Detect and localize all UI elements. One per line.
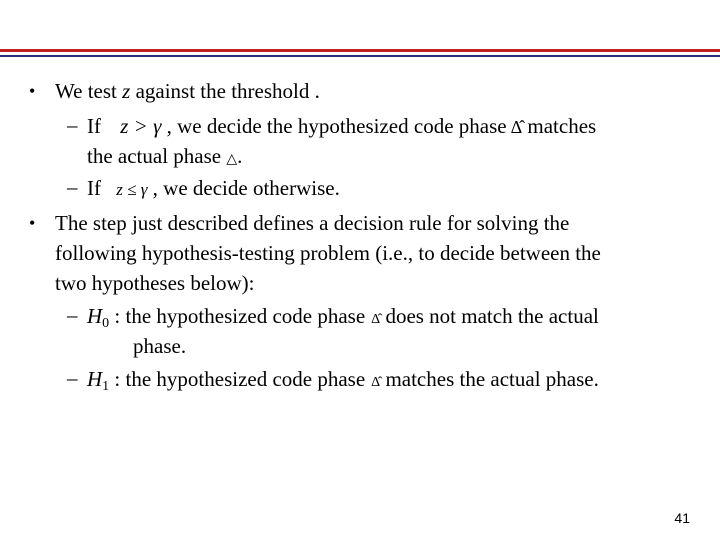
page-number: 41 — [674, 510, 690, 526]
condition-z-le-gamma: z ≤ γ — [116, 180, 148, 199]
condition-z-gt-gamma: z > γ — [120, 114, 162, 138]
text-run: : the hypothesized code phase — [109, 304, 366, 328]
bullet-2-line-2: following hypothesis-testing problem (i.e., to decide between the — [55, 241, 601, 265]
h0-line-2: phase. — [133, 334, 187, 358]
sub-dash: – — [67, 113, 78, 137]
if-label: If — [87, 114, 101, 138]
z-variable: z — [122, 79, 131, 103]
delta-symbol: △ — [226, 152, 238, 167]
bullet-dot: • — [29, 81, 36, 101]
text-run: matches the actual phase. — [380, 367, 599, 391]
text-run: , we decide the hypothesized code phase — [161, 114, 507, 138]
text-run: , we decide otherwise. — [147, 176, 340, 200]
bullet-2-line-3: two hypotheses below): — [55, 271, 255, 295]
delta-hat-symbol: Δ̂ — [510, 117, 523, 137]
if-label: If — [87, 176, 101, 200]
h1-subscript: 1 — [102, 379, 110, 394]
sub-dash: – — [67, 175, 78, 199]
sub-1-line-1 — [87, 113, 596, 139]
sub-1-line-2 — [87, 143, 242, 173]
h0-symbol: H — [87, 304, 103, 328]
text-run: We test — [55, 79, 123, 103]
bullet-1-text — [55, 78, 320, 104]
sub-2-line — [87, 175, 340, 203]
h0-line-1 — [87, 303, 599, 337]
bullet-dot: • — [29, 213, 36, 233]
text-run: : the hypothesized code phase — [109, 367, 366, 391]
h1-line — [87, 366, 599, 400]
text-run: the actual phase — [87, 144, 227, 168]
bullet-2-line-1: The step just described defines a decision rule for solving the — [55, 211, 570, 235]
sub-dash: – — [67, 366, 78, 390]
h0-subscript: 0 — [102, 316, 110, 331]
text-run: against the threshold . — [130, 79, 320, 103]
sub-dash: – — [67, 303, 78, 327]
h1-symbol: H — [87, 367, 103, 391]
text-run: . — [237, 144, 243, 168]
delta-hat-symbol: Δ̂ — [371, 312, 381, 327]
text-run: matches — [522, 114, 597, 138]
delta-hat-symbol: Δ̂ — [371, 375, 381, 390]
text-run: does not match the actual — [380, 304, 599, 328]
